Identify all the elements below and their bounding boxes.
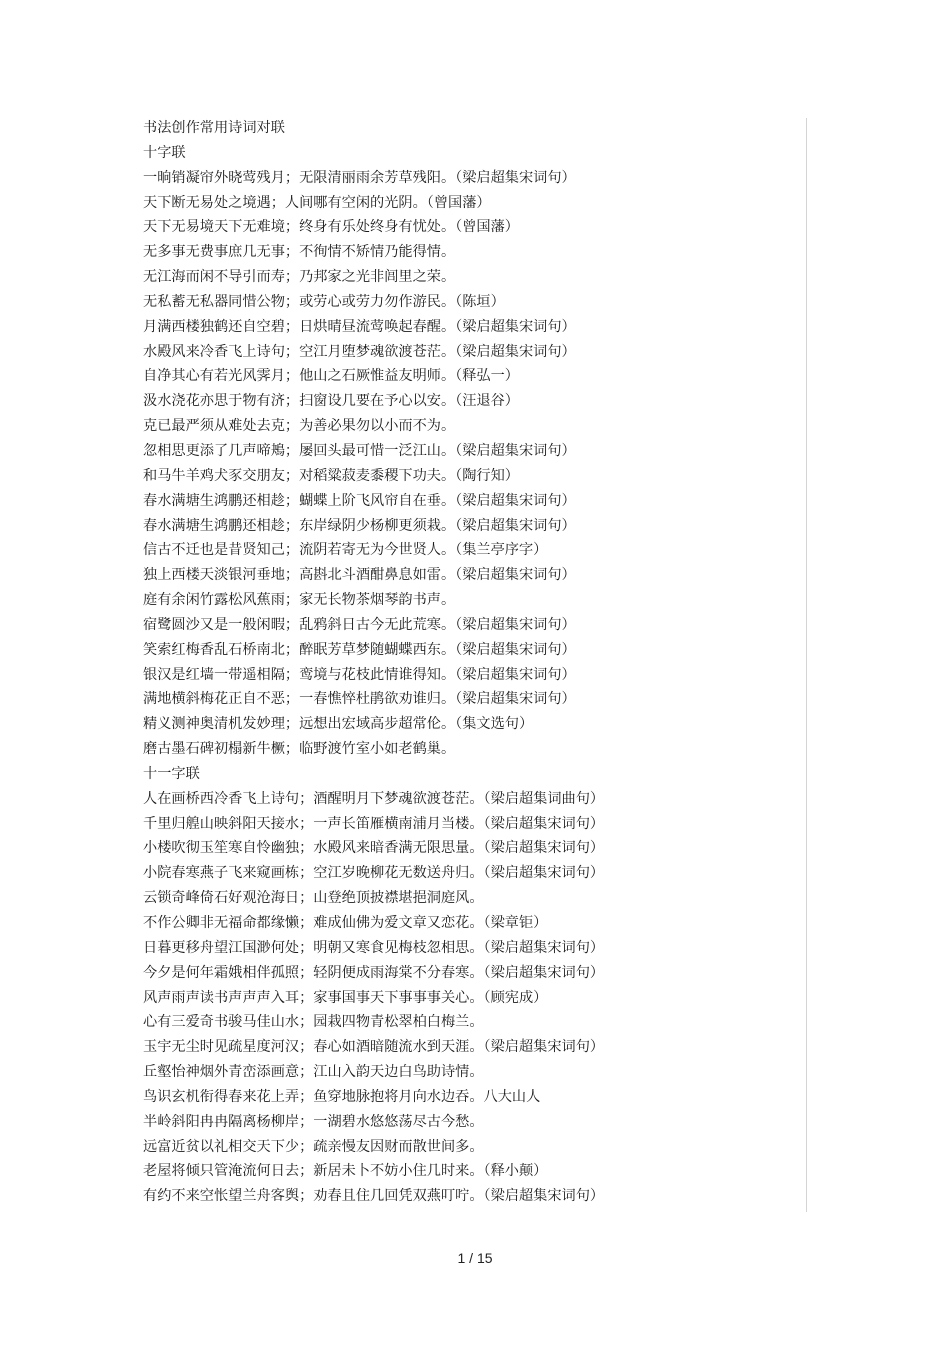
text-line: 水殿风来冷香飞上诗句；空江月堕梦魂欲渡苍茫。（梁启超集宋词句） xyxy=(143,343,576,360)
text-line: 春水满塘生鸿鹏还相趁；东岸绿阴少杨柳更须栽。（梁启超集宋词句） xyxy=(143,517,576,534)
text-line: 满地横斜梅花正自不恶；一春憔悴杜鹃欲劝谁归。（梁启超集宋词句） xyxy=(143,691,576,708)
text-line: 今夕是何年霜娥相伴孤照；轻阴便成雨海棠不分春寒。（梁启超集宋词句） xyxy=(143,964,605,981)
text-line: 克已最严须从难处去克；为善必果勿以小而不为。 xyxy=(143,418,456,435)
text-line: 天下断无易处之境遇；人间哪有空闲的光阴。（曾国藩） xyxy=(143,194,491,211)
text-line: 无私蓄无私器同惜公物；或劳心或劳力勿作游民。（陈垣） xyxy=(143,293,505,310)
text-line: 天下无易境天下无难境；终身有乐处终身有忧处。（曾国藩） xyxy=(143,219,519,236)
text-line: 汲水浇花亦思于物有济；扫窗设几要在予心以安。（汪退谷） xyxy=(143,393,519,410)
text-line: 银汉是红墙一带遥相隔；鸾境与花枝此情谁得知。（梁启超集宋词句） xyxy=(143,666,576,683)
text-line: 忽相思更添了几声啼鴂；屡回头最可惜一泛江山。（梁启超集宋词句） xyxy=(143,442,576,459)
text-line: 人在画桥西冷香飞上诗句；酒醒明月下梦魂欲渡苍茫。（梁启超集词曲句） xyxy=(143,790,605,807)
text-line: 磨古墨石碑初榻新牛橛；临野渡竹室小如老鹤巢。 xyxy=(143,741,456,758)
text-line: 丘壑怡神烟外青峦添画意；江山入韵天边白鸟助诗情。 xyxy=(143,1064,484,1081)
text-line: 十一字联 xyxy=(143,765,200,782)
text-line: 日暮更移舟望江国渺何处；明朝又寒食见梅枝忽相思。（梁启超集宋词句） xyxy=(143,939,605,956)
text-line: 不作公卿非无福命都缘懒；难成仙佛为爱文章又恋花。（梁章钜） xyxy=(143,915,548,931)
document-body xyxy=(143,116,803,1209)
text-line: 小院春寒燕子飞来窥画栋；空江岁晚柳花无数送舟归。（梁启超集宋词句） xyxy=(143,865,605,882)
text-line: 和马牛羊鸡犬豕交朋友；对稻粱菽麦黍稷下功夫。（陶行知） xyxy=(143,467,519,484)
text-line: 信古不迁也是昔贤知己；流阴若寄无为今世贤人。（集兰亭序字） xyxy=(143,542,548,559)
text-line: 书法创作常用诗词对联 xyxy=(143,120,285,136)
text-line: 风声雨声读书声声声入耳；家事国事天下事事事关心。（顾宪成） xyxy=(143,989,548,1006)
text-line: 远富近贫以礼相交天下少；疏亲慢友因财而散世间多。 xyxy=(143,1138,484,1155)
text-line: 玉宇无尘时见疏星度河汉；春心如酒暗随流水到天涯。（梁启超集宋词句） xyxy=(143,1039,605,1056)
text-line: 半岭斜阳冉冉隔离杨柳岸；一湖碧水悠悠荡尽古今愁。 xyxy=(143,1113,484,1130)
right-margin-rule xyxy=(806,118,807,1212)
page-number: 1 / 15 xyxy=(457,1250,493,1266)
text-line: 独上西楼天淡银河垂地；高斟北斗酒酣鼻息如雷。（梁启超集宋词句） xyxy=(143,567,576,584)
text-line: 鸟识玄机衔得春来花上弄；鱼穿地脉抱将月向水边吞。八大山人 xyxy=(143,1088,541,1105)
text-line: 千里归艎山映斜阳天接水；一声长笛雁横南浦月当楼。（梁启超集宋词句） xyxy=(143,815,605,832)
text-line: 无多事无费事庶几无事；不徇情不矫情乃能得情。 xyxy=(143,244,456,261)
text-line: 精义测神奥清机发妙理；远想出宏域高步超常伦。（集文选句） xyxy=(143,716,534,733)
text-line: 十字联 xyxy=(143,144,186,161)
text-line: 无江海而闲不导引而寿；乃邦家之光非闾里之荣。 xyxy=(143,269,456,286)
text-line: 庭有余闲竹露松风蕉雨；家无长物茶烟琴韵书声。 xyxy=(143,592,456,609)
text-line: 心有三爱奇书骏马佳山水；园栽四物青松翠柏白梅兰。 xyxy=(143,1014,484,1031)
text-line: 老屋将倾只管淹流何日去；新居未卜不妨小住几时来。（释小颠） xyxy=(143,1163,548,1180)
text-line: 自净其心有若光风霁月；他山之石厥惟益友明师。（释弘一） xyxy=(143,368,519,385)
text-line: 有约不来空怅望兰舟客舆；劝春且住几回凭双燕叮咛。（梁启超集宋词句） xyxy=(143,1188,605,1205)
text-line: 春水满塘生鸿鹏还相趁；蝴蝶上阶飞风帘自在垂。（梁启超集宋词句） xyxy=(143,492,576,509)
text-line: 云锁奇峰倚石好观沧海日；山登绝顶披襟堪挹洞庭风。 xyxy=(143,890,484,907)
text-line: 一晌销凝帘外晓莺残月；无限清丽雨余芳草残阳。（梁启超集宋词句） xyxy=(143,169,576,186)
text-line: 宿鹭圆沙又是一般闲暇；乱鸦斜日古今无此荒寒。（梁启超集宋词句） xyxy=(143,616,576,633)
text-line: 笑索红梅香乱石桥南北；醉眠芳草梦随蝴蝶西东。（梁启超集宋词句） xyxy=(143,641,576,658)
text-line: 月满西楼独鹤还自空碧；日烘晴昼流莺唤起春醒。（梁启超集宋词句） xyxy=(143,318,576,335)
text-line: 小楼吹彻玉笙寒自怜幽独；水殿风来暗香满无限思量。（梁启超集宋词句） xyxy=(143,840,605,857)
